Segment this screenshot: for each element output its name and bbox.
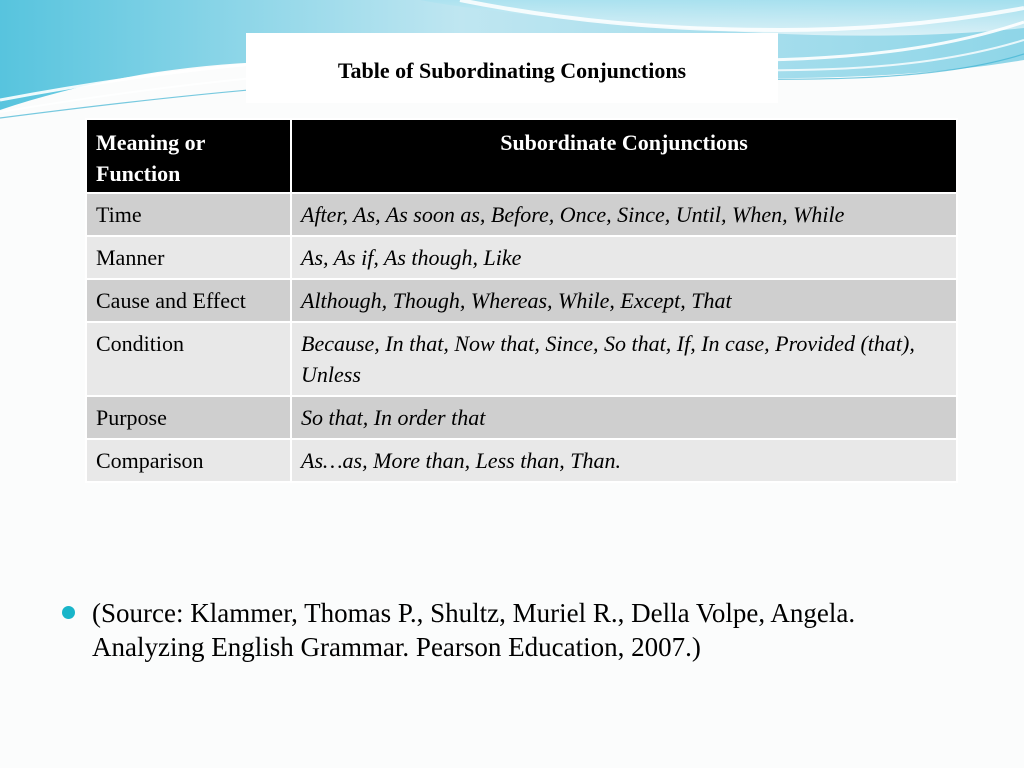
conjunctions-cell: Because, In that, Now that, Since, So that, If, In case, Provided (that), Unless: [291, 322, 957, 396]
table-row: [86, 322, 957, 396]
bullet-icon: [62, 606, 75, 619]
title-box: [246, 33, 778, 103]
function-cell: Manner: [86, 236, 291, 279]
conjunctions-cell: After, As, As soon as, Before, Once, Since, Until, When, While: [291, 193, 957, 236]
conjunctions-cell: Although, Though, Whereas, While, Except, That: [291, 279, 957, 322]
table-row: [86, 439, 957, 482]
table-header-row: [86, 119, 957, 193]
function-cell: Purpose: [86, 396, 291, 439]
source-text: (Source: Klammer, Thomas P., Shultz, Muriel R., Della Volpe, Angela. Analyzing English Grammar. Pearson Education, 2007.): [92, 598, 856, 662]
function-cell: Time: [86, 193, 291, 236]
function-cell: Comparison: [86, 439, 291, 482]
table-row: [86, 396, 957, 439]
header-conjunctions: Subordinate Conjunctions: [291, 119, 957, 193]
conjunctions-cell: As, As if, As though, Like: [291, 236, 957, 279]
slide-title: Table of Subordinating Conjunctions: [337, 58, 687, 83]
table-row: [86, 236, 957, 279]
header-meaning: Meaning or Function: [86, 119, 291, 193]
function-cell: Condition: [86, 322, 291, 396]
conjunctions-cell: As…as, More than, Less than, Than.: [291, 439, 957, 482]
table-row: [86, 193, 957, 236]
table-row: [86, 279, 957, 322]
conjunctions-table: [85, 118, 958, 483]
conjunctions-cell: So that, In order that: [291, 396, 957, 439]
function-cell: Cause and Effect: [86, 279, 291, 322]
